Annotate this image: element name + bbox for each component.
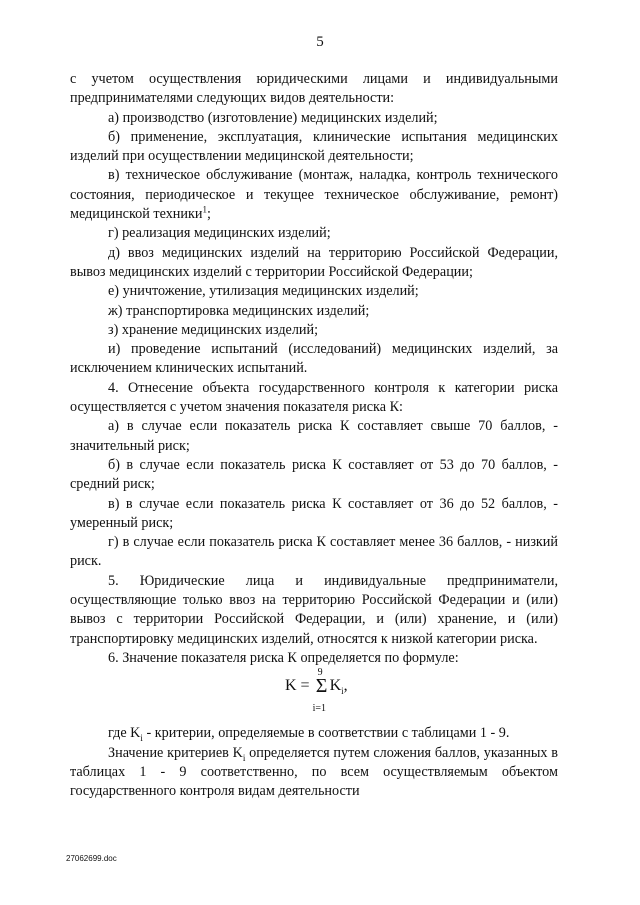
list-item-z: з) хранение медицинских изделий; (108, 321, 319, 338)
criteria-calculation-sub: i (242, 752, 246, 763)
sum-upper-limit: 9 (317, 667, 323, 679)
criteria-calculation-post: определяется путем сложения баллов, указанных в таблицах 1 - 9 соответственно, по всем осуществляемым объектом государственного контроля видам деятельности (70, 744, 558, 800)
list-item-v-tail: ; (206, 206, 211, 223)
criteria-definition-post: - критерии, определяемые в соответствии с таблицами 1 - 9. (142, 725, 510, 742)
list-item-a: а) производство (изготовление) медицинских изделий; (108, 109, 438, 126)
criteria-definition-pre: где K (108, 725, 141, 742)
list-item-i: и) проведение испытаний (исследований) медицинских изделий, за исключением клинических испытаний. (70, 341, 558, 377)
page-number: 5 (316, 34, 324, 50)
document-footer: 27062699.doc (66, 854, 117, 863)
list-item-zh: ж) транспортировка медицинских изделий; (108, 302, 370, 319)
sigma-symbol (312, 667, 330, 715)
list-item-d: д) ввоз медицинских изделий на территорию Российской Федерации, вывоз медицинских изделий с территории Российской Федерации; (70, 244, 558, 280)
criteria-definition (70, 724, 558, 743)
risk-item-a: а) в случае если показатель риска К составляет свыше 70 баллов, - значительный риск; (70, 418, 558, 454)
formula-lhs: K = (285, 677, 310, 695)
risk-formula (70, 668, 558, 724)
sigma-glyph: Σ (315, 675, 328, 698)
formula-term: K (329, 677, 342, 695)
risk-item-v: в) в случае если показатель риска К составляет от 36 до 52 баллов, - умеренный риск; (70, 495, 558, 531)
sum-lower-limit: i=1 (312, 703, 326, 715)
list-item-b: б) применение, эксплуатация, клинические испытания медицинских изделий при осуществлении медицинской деятельности; (70, 128, 558, 165)
section-5: 5. Юридические лица и индивидуальные предприниматели, осуществляющие только ввоз на территорию Российской Федерации и (или) вывоз с территории Российской Федерации, и (или) хранение, и (или) транспортировку медицинских изделий, относятся к низкой категории риска. (70, 572, 558, 647)
list-item-v (70, 166, 558, 224)
risk-item-b: б) в случае если показатель риска К составляет от 53 до 70 баллов, - средний риск; (70, 456, 558, 493)
list-item-e: е) уничтожение, утилизация медицинских изделий; (108, 283, 419, 300)
section-4: 4. Отнесение объекта государственного контроля к категории риска осуществляется с учетом значения показателя риска К: (70, 379, 558, 416)
document-body (70, 70, 558, 801)
footnote-marker: 1 (202, 204, 207, 215)
paragraph-intro: с учетом осуществления юридическими лицами и индивидуальными предпринимателями следующих видов деятельности: (70, 71, 558, 107)
formula-tail: , (343, 677, 348, 695)
criteria-calculation (70, 744, 558, 802)
section-6: 6. Значение показателя риска К определяется по формуле: (108, 649, 459, 666)
criteria-calculation-pre: Значение критериев K (108, 744, 243, 761)
formula-term-index: i (341, 686, 344, 697)
formula-expression (285, 667, 348, 715)
risk-item-g: г) в случае если показатель риска К составляет менее 36 баллов, - низкий риск. (70, 534, 558, 570)
list-item-g: г) реализация медицинских изделий; (108, 225, 331, 242)
criteria-definition-sub: i (140, 733, 143, 744)
list-item-v-text: в) техническое обслуживание (монтаж, наладка, контроль технического состояния, периодическое и текущее техническое обслуживание, ремонт) медицинской техники (70, 167, 558, 223)
